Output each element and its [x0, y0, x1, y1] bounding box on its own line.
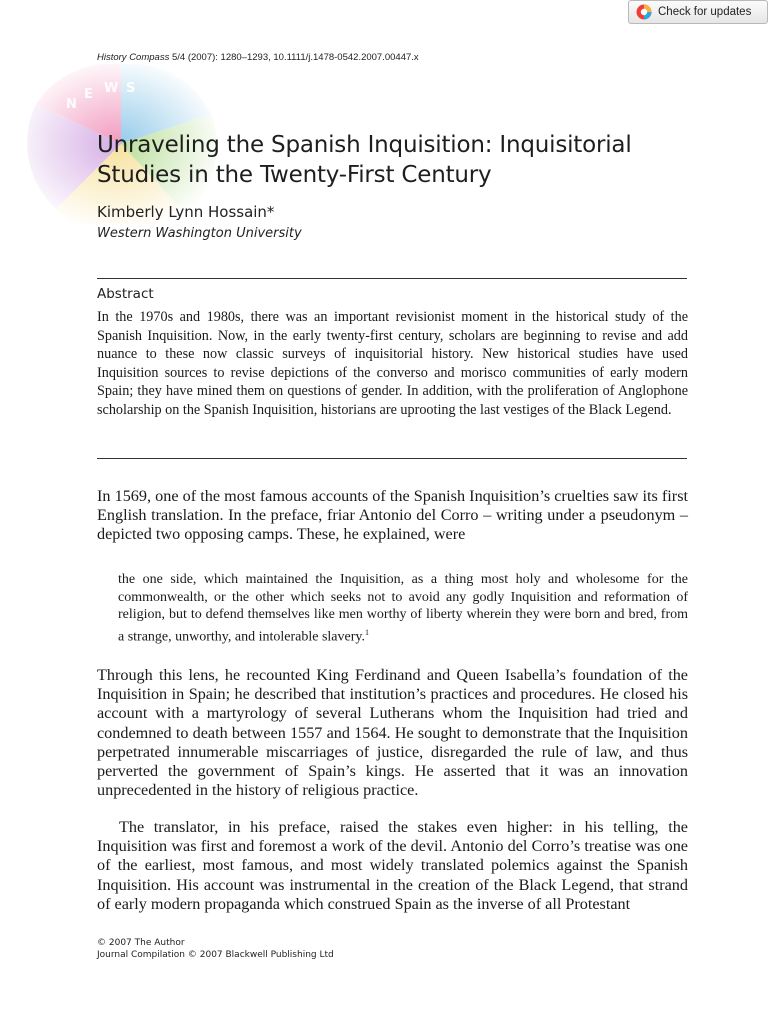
- block-quote: [118, 571, 688, 646]
- check-for-updates-label: Check for updates: [658, 6, 752, 18]
- body-paragraph-2: Through this lens, he recounted King Ferdinand and Queen Isabella’s foundation of the Inquisition in Spain; he described that institution’s practices and procedures. He closed his account with a martyrology of several Lutherans whom the Inquisition had tried and condemned to death between 1557 and 1564. He sought to demonstrate that the Inquisition perpetrated innumerable miscarriages of justice, disregarded the rule of law, and thus perverted the government of Spain’s kings. He asserted that it was an innovation unprecedented in the history of religious practice.: [97, 666, 688, 800]
- copyright-footer: [97, 937, 334, 961]
- citation: 5/4 (2007): 1280–1293, 10.1111/j.1478-0542.2007.00447.x: [169, 52, 419, 63]
- abstract-bottom-rule: [97, 458, 687, 459]
- body-paragraph-1: In 1569, one of the most famous accounts of the Spanish Inquisition’s cruelties saw its first English translation. In the preface, friar Antonio del Corro – writing under a pseudonym – depicted two opposing camps. These, he explained, were: [97, 487, 688, 544]
- author-name: Kimberly Lynn Hossain*: [97, 203, 275, 221]
- footnote-reference[interactable]: 1: [365, 627, 369, 637]
- logo-letter: N: [66, 97, 77, 112]
- body-paragraph-3: The translator, in his preface, raised the stakes even higher: in his telling, the Inquisition was first and foremost a work of the devil. Antonio del Corro’s treatise was one of the earliest, most famous, and most widely translated polemics against the Spanish Inquisition. His account was instrumental in the creation of the Black Legend, that strand of early modern propaganda which construed Spain as the inverse of all Protestant: [97, 818, 688, 913]
- abstract-heading: Abstract: [97, 286, 154, 302]
- journal-name: History Compass: [97, 52, 170, 63]
- logo-letter: W: [104, 81, 119, 96]
- abstract-text: In the 1970s and 1980s, there was an important revisionist moment in the historical study of the Spanish Inquisition. Now, in the early twenty-first century, scholars are beginning to revise and add nuance to these now classic surveys of inquisitorial history. New historical studies have used Inquisition sources to revise depictions of the converso and morisco communities of early modern Spain; they have mined them on questions of gender. In addition, with the proliferation of Anglophone scholarship on the Spanish Inquisition, historians are uprooting the last vestiges of the Black Legend.: [97, 309, 688, 418]
- author-affiliation: Western Washington University: [97, 226, 302, 241]
- abstract-top-rule: [97, 278, 687, 279]
- block-quote-text: the one side, which maintained the Inquisition, as a thing most holy and wholesome for the commonwealth, or the other which seeks not to avoid any godly Inquisition and reformation of religion, but to defend themselves like men worthy of liberty wherein they were born and bred, from a strange, unworthy, and intolerable slavery.: [118, 572, 688, 645]
- copyright-line-1: © 2007 The Author: [97, 938, 185, 948]
- logo-letter: S: [126, 81, 136, 96]
- running-head: [97, 52, 419, 63]
- crossmark-icon: [636, 4, 652, 20]
- check-for-updates-button[interactable]: [628, 0, 768, 24]
- copyright-line-2: Journal Compilation © 2007 Blackwell Publishing Ltd: [97, 950, 334, 960]
- logo-letter: E: [84, 87, 93, 102]
- article-title: Unraveling the Spanish Inquisition: Inquisitorial Studies in the Twenty-First Century: [97, 132, 632, 188]
